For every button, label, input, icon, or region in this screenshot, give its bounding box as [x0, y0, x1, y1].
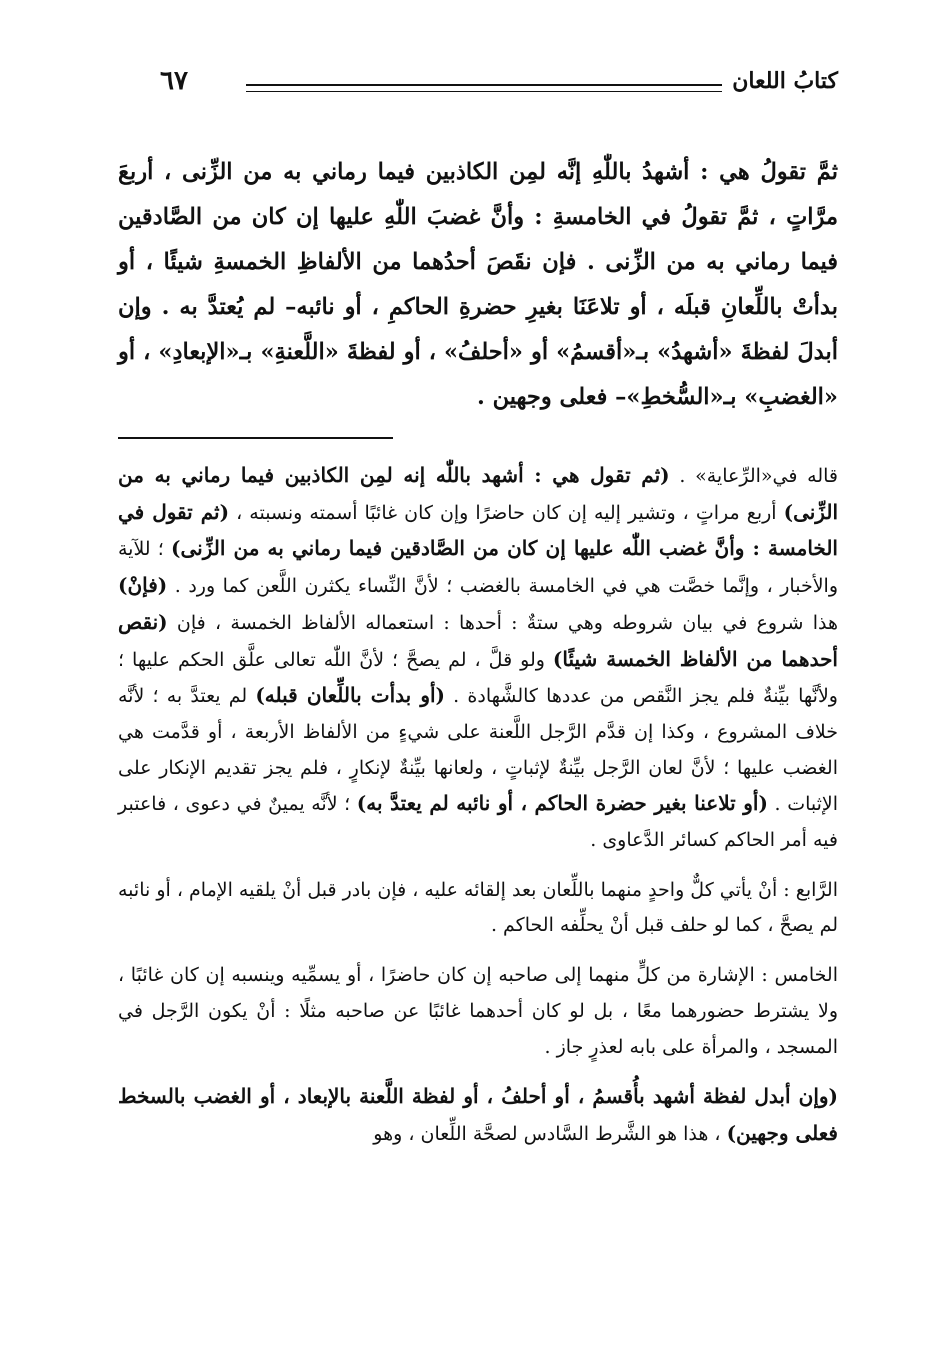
- main-text-paragraph: ثمَّ تقولُ هي : أشهدُ باللّٰهِ إنَّه لمِن الكاذبين فيما رماني به من الزِّنى ، أربعَ مرَّاتٍ ، ثمَّ تقولُ في الخامسةِ : وأنَّ غضبَ اللّٰهِ عليها إن كان من الصَّادقين فيما رماني به من الزِّنى . فإن نقَصَ أحدُهما من الألفاظِ الخمسةِ شيئًا ، أو بدأتْ باللِّعانِ قبلَه ، أو تلاعَنَا بغيرِ حضرةِ الحاكمِ ، أو نائبه– لم يُعتدَّ به . وإن أبدلَ لفظةَ «أشهدُ» بـ«أقسمُ» أو «أحلفُ» ، أو لفظةَ «اللَّعنةِ» بـ«الإبعادِ» ، أو «الغضبِ» بـ«السُّخطِ»– فعلى وجهين .: [118, 159, 838, 410]
- quoted-matn: (أو بدأت باللِّعان قبله): [255, 683, 445, 708]
- commentary-paragraph-3: الخامس : الإشارة من كلٍّ منهما إلى صاحبه إن كان حاضرًا ، أو يسمِّيه وينسبه إن كان غائبًا ، ولا يشترط حضورهما معًا ، بل لو كان أحدهما غائبًا عن صاحبه مثلًا : أنْ يكون الرَّجل في المسجد ، والمرأة على بابه لعذرٍ جاز .: [118, 964, 838, 1058]
- quoted-matn: (ثم تقول في الخامسة : وأنَّ غضب اللّٰه عليها إن كان من الصَّادقين فيما رماني به من الزِّنى): [118, 499, 838, 561]
- quoted-matn: (نقص أحدهما من الألفاظ الخمسة شيئًا): [118, 609, 838, 671]
- commentary-text: ولو قلَّ ، لم يصحَّ ؛ لأنَّ اللّٰه تعالى علَّق الحكم عليها ؛ ولأنَّها بيِّنةٌ فلم يجز النَّقص من عددها كالشَّهادة .: [118, 648, 838, 708]
- commentary: [118, 458, 838, 1153]
- footnote-separator: [118, 437, 393, 439]
- commentary-paragraph-2: الرَّابع : أنْ يأتي كلٌّ واحدٍ منهما باللِّعان بعد إلقائه عليه ، فإن بادر قبل أنْ يلقيه الإمام ، أو نائبه لم يصحَّ ، كما لو حلف قبل أنْ يحلِّفه الحاكم .: [118, 878, 838, 937]
- quoted-matn: (ثم تقول هي : أشهد باللّٰه إنه لمِن الكاذبين فيما رماني به من الزِّنى): [118, 463, 838, 524]
- commentary-text: هذا شروع في بيان شروطه وهي ستةٌ : أحدها : استعماله الألفاظ الخمسة ، فإن: [167, 611, 838, 634]
- main-text: [118, 150, 838, 420]
- commentary-text: ، هذا هو الشَّرط السَّادس لصحَّة اللِّعان ، وهو: [373, 1122, 727, 1145]
- commentary-text: أربع مراتٍ ، وتشير إليه إن كان حاضرًا وإن كان غائبًا أسمته ونسبته ،: [229, 501, 784, 524]
- book-title: كتابُ اللعان: [732, 68, 838, 94]
- commentary-text: لم يعتدَّ به ؛ لأنَّه خلاف المشروع ، وكذا إن قدَّم الرَّجل اللَّعنة على شيءٍ من الألفاظ الأربعة ، أو قدَّمت هي الغضب عليها ؛ لأنَّ لعان الرَّجل بيِّنةٌ لإثباتٍ ، ولعانها بيِّنةٌ لإنكارٍ ، فلم يجز تقديم الإنكار على الإثبات .: [118, 685, 839, 816]
- quoted-matn: (أو تلاعنا بغير حضرة الحاكم ، أو نائبه لم يعتدَّ به): [356, 791, 768, 816]
- commentary-paragraph-1: [118, 458, 838, 859]
- commentary-text: قاله في«الرِّعاية» .: [669, 465, 838, 487]
- commentary-text: ؛ للآية والأخبار ، وإنَّما خصَّت هي في الخامسة بالغضب ؛ لأنَّ النِّساء يكثرن اللَّعن كما ورد .: [118, 538, 838, 598]
- quoted-matn: (وإن أبدل لفظة أشهد بأُقسمُ ، أو أحلفُ ، أو لفظة اللَّعنة بالإبعاد ، أو الغضب بالسخط فعلى وجهين): [118, 1084, 838, 1145]
- header-rule: [246, 84, 722, 92]
- page-number: ٦٧: [160, 66, 188, 96]
- running-header: [160, 66, 838, 106]
- commentary-text: ؛ لأنَّه يمينٌ في دعوى ، فاعتبر فيه أمر الحاكم كسائر الدَّعاوى .: [118, 793, 838, 852]
- quoted-matn: (فإنْ): [118, 573, 168, 598]
- commentary-paragraph-4: [118, 1079, 838, 1152]
